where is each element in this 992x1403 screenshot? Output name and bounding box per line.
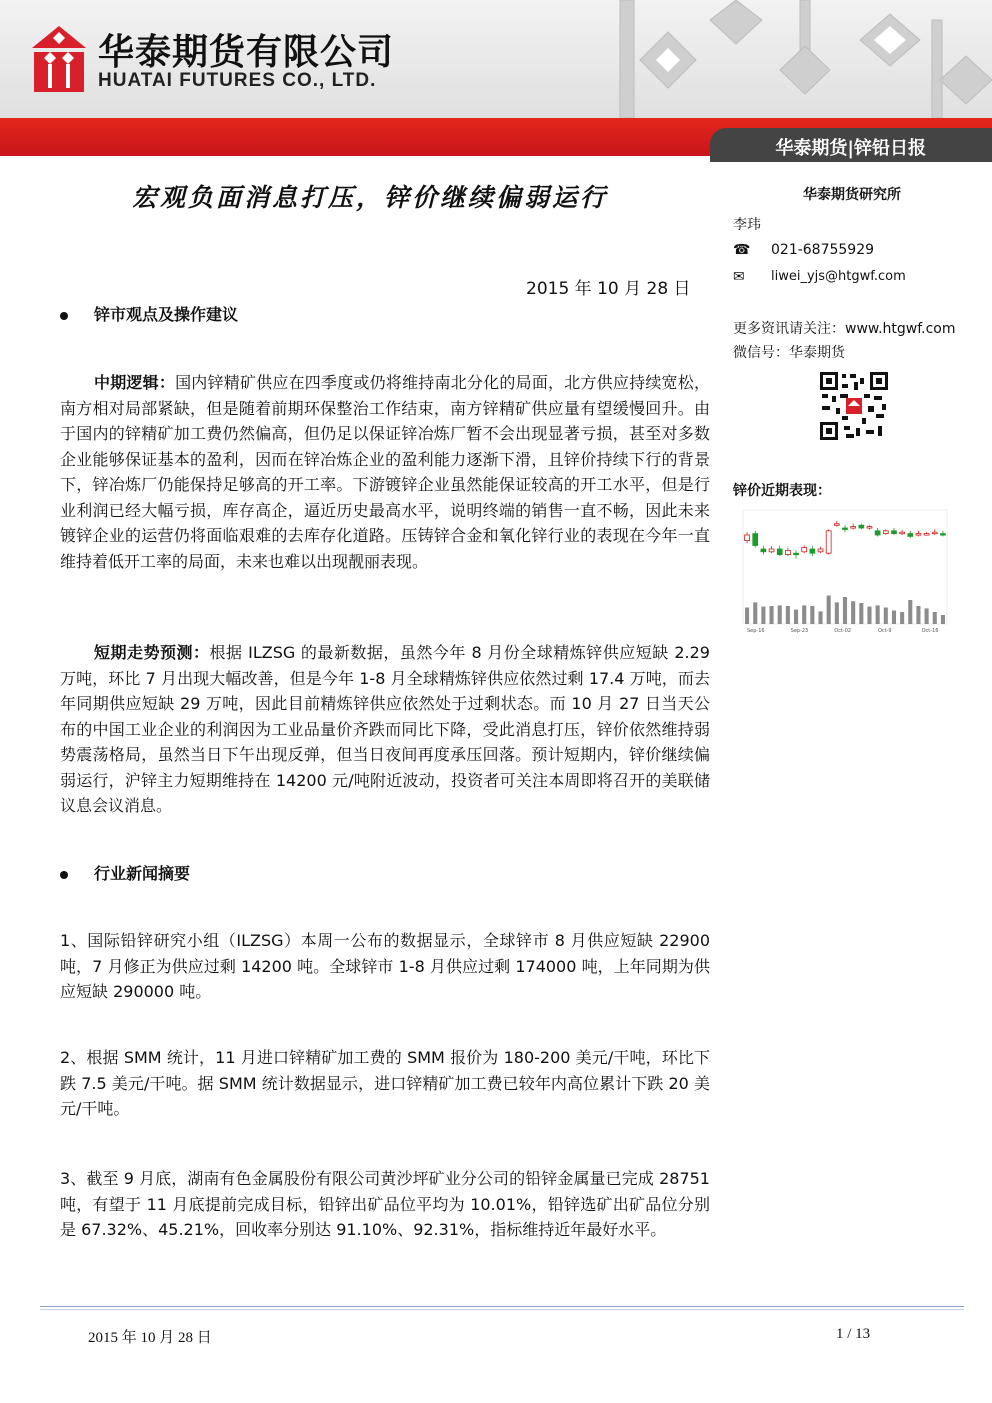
volume-bar (810, 606, 814, 624)
x-tick-label: Oct-16 (921, 628, 939, 634)
volume-bar (843, 597, 847, 624)
candle-body (818, 549, 823, 552)
bullet-icon (60, 871, 68, 879)
candle-body (883, 531, 888, 534)
volume-bar (925, 608, 929, 624)
volume-bar (892, 611, 896, 625)
candle-body (900, 532, 905, 534)
paragraph-short-term (60, 640, 710, 819)
institute-name: 华泰期货研究所 (803, 187, 901, 203)
footer-date: 2015 年 10 月 28 日 (88, 1330, 212, 1346)
author-name: 李玮 (733, 217, 761, 233)
candle-body (777, 549, 782, 555)
candle-body (753, 534, 758, 546)
candle-body (826, 531, 831, 553)
candle-body (851, 527, 856, 529)
x-tick-label: Sep-23 (790, 628, 809, 634)
candle-body (924, 534, 929, 536)
section-heading-outlook (60, 302, 238, 325)
volume-bar (941, 615, 945, 624)
volume-bar (916, 606, 920, 624)
paragraph-lead: 中期逻辑： (94, 373, 176, 392)
report-date: 2015 年 10 月 28 日 (526, 279, 691, 299)
volume-bar (778, 605, 782, 624)
paragraph-lead: 短期走势预测： (94, 643, 210, 662)
footer-divider (40, 1306, 964, 1307)
news-item-2: 2、根据 SMM 统计，11 月进口锌精矿加工费的 SMM 报价为 180-200 美元/干吨，环比下跌 7.5 美元/干吨。据 SMM 统计数据显示，进口锌精矿加工费已较年内高位累计下跌 20 美元/干吨。 (60, 1048, 710, 1118)
candle-body (745, 535, 750, 541)
volume-bar (908, 600, 912, 624)
volume-bar (827, 596, 831, 625)
candle-body (859, 525, 864, 528)
volume-bar (835, 602, 839, 624)
paragraph-text: 根据 ILZSG 的最新数据，虽然今年 8 月份全球精炼锌供应短缺 2.29 万吨，环比 7 月出现大幅改善，但是今年 1-8 月全球精炼锌供应依然过剩 17.4 万吨，而去年同期供应短缺 29 万吨，因此目前精炼锌供应依然处于过剩状态。而 10 月 27 日当天公布的中国工业企业的利润因为工业品量价齐跌而同比下降，受此消息打压，锌价依然维持弱势震荡格局，虽然当日下午出现反弹，但当日夜间再度承压回落。预计短期内，锌价继续偏弱运行，沪锌主力短期维持在 14200 元/吨附近波动，投资者可关注本周即将召开的美联储议息会议消息。 (60, 643, 710, 815)
volume-bar (786, 606, 790, 624)
volume-bar (745, 608, 749, 625)
section-heading-text: 锌市观点及操作建议 (94, 305, 239, 324)
news-item-1: 1、国际铅锌研究小组（ILZSG）本周一公布的数据显示，全球锌市 8 月供应短缺 22900 吨，7 月修正为供应过剩 14200 吨。全球锌市 1-8 月供应过剩 174000 吨，上年同期为供应短缺 290000 吨。 (60, 931, 710, 1001)
paragraph-mid-term (60, 370, 710, 574)
qr-code-image (818, 370, 890, 442)
volume-bar (761, 607, 765, 624)
zinc-price-chart (735, 506, 965, 634)
volume-bar (859, 603, 863, 624)
footer-divider-secondary (40, 1309, 964, 1310)
phone-row (733, 242, 875, 258)
volume-bar (867, 607, 871, 624)
phone-icon: ☎ (733, 242, 751, 258)
x-tick-label: Oct-02 (834, 628, 852, 634)
company-logo (30, 24, 88, 94)
mail-icon: ✉ (733, 269, 745, 285)
company-name-en: HUATAI FUTURES CO., LTD. (98, 70, 377, 91)
candle-body (916, 534, 921, 536)
candle-body (908, 534, 913, 537)
candle-body (802, 548, 807, 552)
candle-body (932, 532, 937, 534)
volume-bar (770, 606, 774, 624)
candle-body (867, 527, 872, 529)
candle-body (794, 553, 799, 555)
volume-bar (818, 611, 822, 624)
volume-bar (876, 605, 880, 624)
email-link[interactable]: liwei_yjs@htgwf.com (771, 269, 906, 284)
candle-body (834, 524, 839, 526)
email-row (733, 269, 906, 285)
report-title: 宏观负面消息打压，锌价继续偏弱运行 (132, 183, 609, 212)
volume-bar (851, 601, 855, 624)
company-name-cn: 华泰期货有限公司 (98, 32, 395, 73)
volume-bar (933, 612, 937, 624)
volume-bar (753, 602, 757, 624)
paragraph-text: 国内锌精矿供应在四季度或仍将维持南北分化的局面，北方供应持续宽松，南方相对局部紧缺，但是随着前期环保整治工作结束，南方锌精矿供应量有望缓慢回升。由于国内的锌精矿加工费仍然偏高，但仍足以保证锌冶炼厂暂不会出现显著亏损，甚至对多数企业能够保证基本的盈利，因而在锌冶炼企业的盈利能力逐渐下滑，且锌价持续下行的背景下，锌冶炼厂仍能保持足够高的开工率。下游镀锌企业虽然能保证较高的开工水平，但是行业利润已经大幅亏损，库存高企，逼近历史最高水平，说明终端的销售一直不畅，因此未来镀锌企业的运营仍将面临艰难的去库存化道路。压铸锌合金和氧化锌行业的表现在今年一直维持着低开工率的局面，未来也难以出现靓丽表现。 (60, 373, 710, 571)
wechat-id: 微信号：华泰期货 (733, 345, 845, 361)
candle-body (940, 534, 945, 536)
candle-body (785, 550, 790, 554)
candle-body (769, 549, 774, 552)
phone-number: 021-68755929 (771, 242, 875, 258)
candle-body (843, 528, 848, 530)
page-header (0, 0, 992, 118)
volume-bar (884, 608, 888, 625)
candle-body (761, 549, 766, 552)
section-heading-news (60, 861, 190, 884)
x-tick-label: Oct-9 (877, 628, 892, 634)
volume-bar (802, 605, 806, 624)
more-info-link[interactable]: 更多资讯请关注：www.htgwf.com (733, 321, 956, 337)
x-tick-label: Sep-16 (747, 628, 765, 634)
candle-body (810, 549, 815, 553)
bullet-icon (60, 312, 68, 320)
page-number: 1 / 13 (836, 1326, 871, 1342)
chart-title: 锌价近期表现： (733, 483, 831, 499)
report-name: 华泰期货|锌铅日报 (775, 138, 926, 159)
section-heading-text: 行业新闻摘要 (94, 864, 191, 883)
volume-bar (794, 610, 798, 624)
candle-body (875, 531, 880, 535)
decorative-pattern (560, 0, 992, 118)
news-item-3: 3、截至 9 月底，湖南有色金属股份有限公司黄沙坪矿业分公司的铅锌金属量已完成 28751 吨，有望于 11 月底提前完成目标，铅锌出矿品位平均为 10.01%，铅锌选矿出矿品位分别是 67.32%、45.21%，回收率分别达 91.10%、92.31%，指标维持近年最好水平。 (60, 1169, 710, 1239)
volume-bar (900, 612, 904, 624)
candle-body (892, 531, 897, 534)
